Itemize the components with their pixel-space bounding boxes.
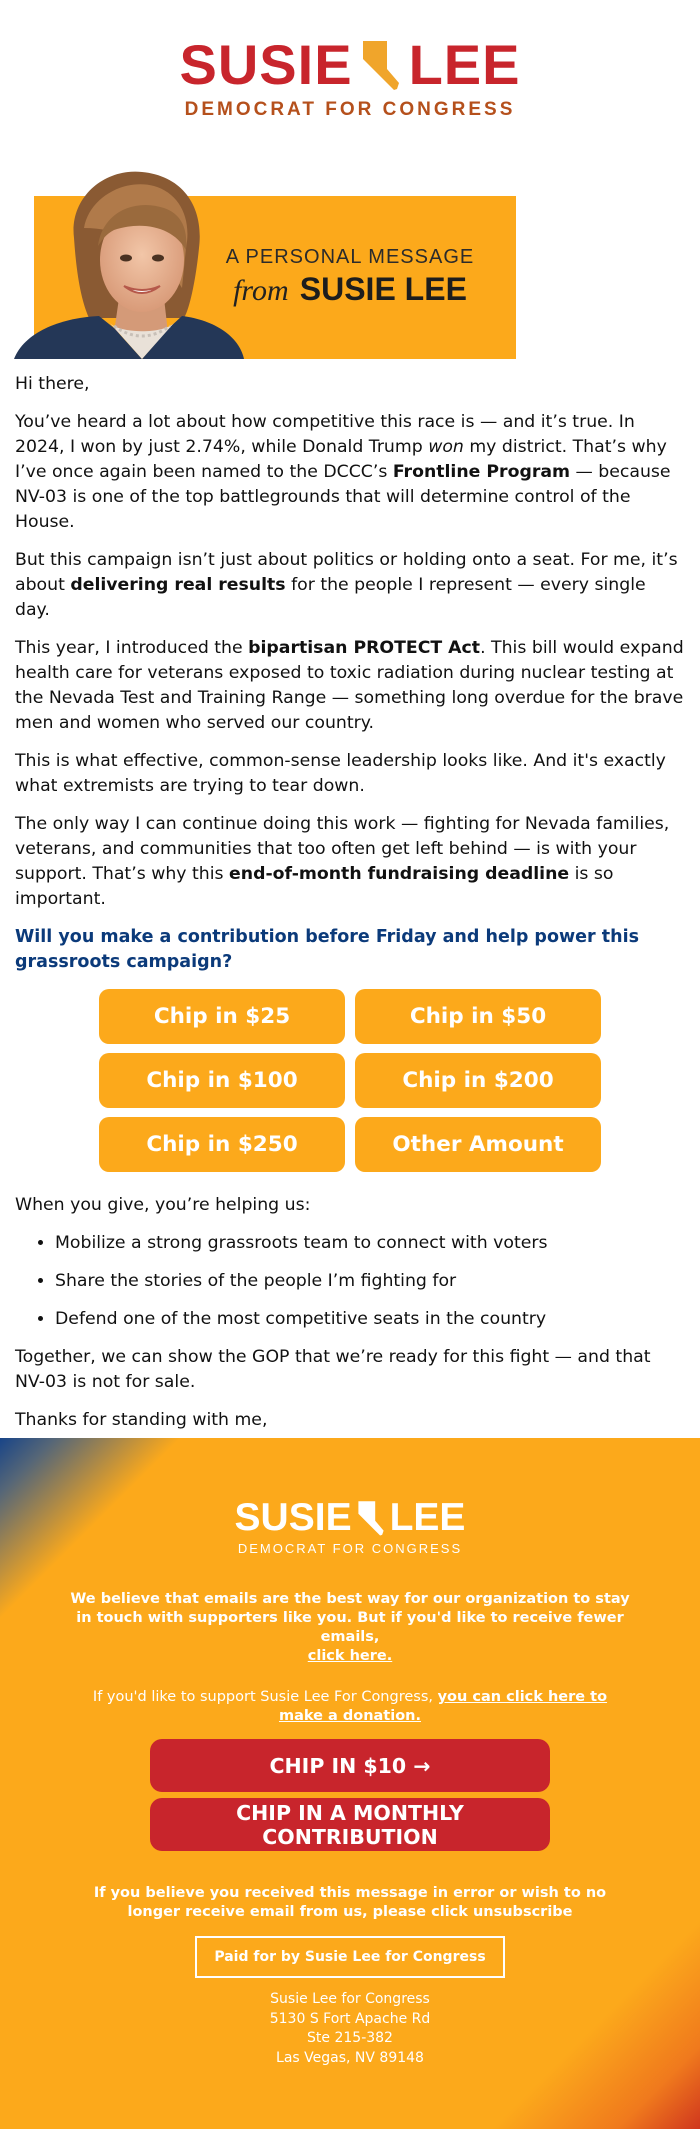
paragraph-real-results [15,548,685,623]
chip-in-100-button[interactable]: Chip in $100 [99,1053,345,1108]
p3-strong: bipartisan PROTECT Act [248,638,481,658]
paid-for-disclaimer: Paid for by Susie Lee for Congress [195,1936,504,1978]
nevada-state-icon [357,1499,385,1537]
logo-subtitle: DEMOCRAT FOR CONGRESS [184,99,516,120]
p2-text-a: But this campaign isn’t just about politics or holding onto a seat. For me, it’s about [15,550,678,595]
monthly-contribution-button[interactable]: CHIP IN A MONTHLY CONTRIBUTION [150,1798,550,1851]
paragraph-leadership: This is what effective, common-sense leadership looks like. And it's exactly what extremists are trying to tear down. [15,751,666,796]
chip-in-250-button[interactable]: Chip in $250 [99,1117,345,1172]
support-text [70,1688,630,1726]
p3-text-a: This year, I introduced the [15,638,249,658]
chip-in-50-button[interactable]: Chip in $50 [355,989,601,1044]
address-line: Ste 215-382 [307,2030,393,2046]
banner-signature-line [200,271,500,308]
footer-logo-wordmark [235,1498,466,1537]
unsubscribe-text[interactable]: If you believe you received this message in error or wish to no longer receive email from us, please click unsubscribe [93,1885,607,1920]
paragraph-deadline [15,812,685,912]
email-footer [0,1438,700,2129]
footer-logo-name-right: LEE [389,1496,466,1539]
paragraph-together: Together, we can show the GOP that we’re ready for this fight — and that NV-03 is not for sale. [15,1347,651,1392]
address-line: Susie Lee for Congress [270,1991,430,2007]
p2-text-b: for the people I represent — every single day. [15,575,646,620]
fewer-emails-link[interactable]: click here. [307,1648,393,1664]
chip-in-200-button[interactable]: Chip in $200 [355,1053,601,1108]
address-line: 5130 S Fort Apache Rd [269,2010,431,2027]
paid-for-box [0,1936,700,1978]
email-body [0,372,700,1471]
campaign-logo [0,0,700,140]
logo-name-left: SUSIE [179,33,353,96]
footer-logo-subtitle: DEMOCRAT FOR CONGRESS [237,1541,463,1556]
p5-text-b: is so important. [15,864,614,909]
banner-from: from [233,274,289,307]
paragraph-protect-act [15,636,685,736]
p1-text-b: my district. That’s why I’ve once again been named to the DCCC’s [15,437,667,482]
when-you-give: When you give, you’re helping us: [15,1195,311,1215]
p3-text-b: . This bill would expand health care for veterans exposed to toxic radiation during nuclear testing at the Nevada Test and Training Range — something long overdue for the brave men and women who served our country. [15,638,684,733]
p2-strong: delivering real results [70,575,286,595]
benefits-list [15,1231,685,1332]
p1-emphasis: won [428,437,464,457]
greeting: Hi there, [15,374,90,394]
chip-in-10-button[interactable]: CHIP IN $10 → [150,1739,550,1792]
other-amount-button[interactable]: Other Amount [355,1117,601,1172]
support-copy: If you'd like to support Susie Lee For Congress, [92,1689,433,1705]
banner-heading: A PERSONAL MESSAGE [225,246,475,268]
p5-text-a: The only way I can continue doing this work — fighting for Nevada families, veterans, and communities that too often get left behind — is with your support. That’s why this [15,814,670,884]
p1-strong: Frontline Program [392,462,571,482]
thanks-line: Thanks for standing with me, [15,1410,268,1430]
chip-in-25-button[interactable]: Chip in $25 [99,989,345,1044]
banner-name: SUSIE LEE [299,271,467,307]
nevada-state-icon [361,39,401,91]
mailing-address [0,1990,700,2068]
personal-message-banner [0,142,700,359]
list-item: • Mobilize a strong grassroots team to connect with voters [55,1231,685,1256]
footer-logo [0,1498,700,1556]
email-preferences-copy: We believe that emails are the best way for our organization to stay in touch with supporters like you. But if you'd like to receive fewer emails, [70,1591,630,1645]
logo-wordmark [179,33,521,96]
contribution-ask: Will you make a contribution before Friday and help power this grassroots campaign? [15,927,639,972]
list-item: • Share the stories of the people I’m fighting for [55,1269,685,1294]
list-item: • Defend one of the most competitive seats in the country [55,1307,685,1332]
address-line: Las Vegas, NV 89148 [276,2049,424,2066]
donation-amount-grid [99,989,601,1172]
p1-text-a: You’ve heard a lot about how competitive this race is — and it’s true. In 2024, I won by just 2.74%, while Donald Trump [15,412,635,457]
p5-strong: end-of-month fundraising deadline [229,864,570,884]
paragraph-competitive-race [15,410,685,535]
p1-text-c: — because NV-03 is one of the top battlegrounds that will determine control of the House. [15,462,671,532]
donation-link[interactable]: you can click here to make a donation. [278,1689,608,1724]
banner-text [200,246,500,308]
logo-name-right: LEE [408,33,521,96]
footer-logo-name-left: SUSIE [234,1496,352,1539]
email-preferences-text [70,1590,630,1666]
